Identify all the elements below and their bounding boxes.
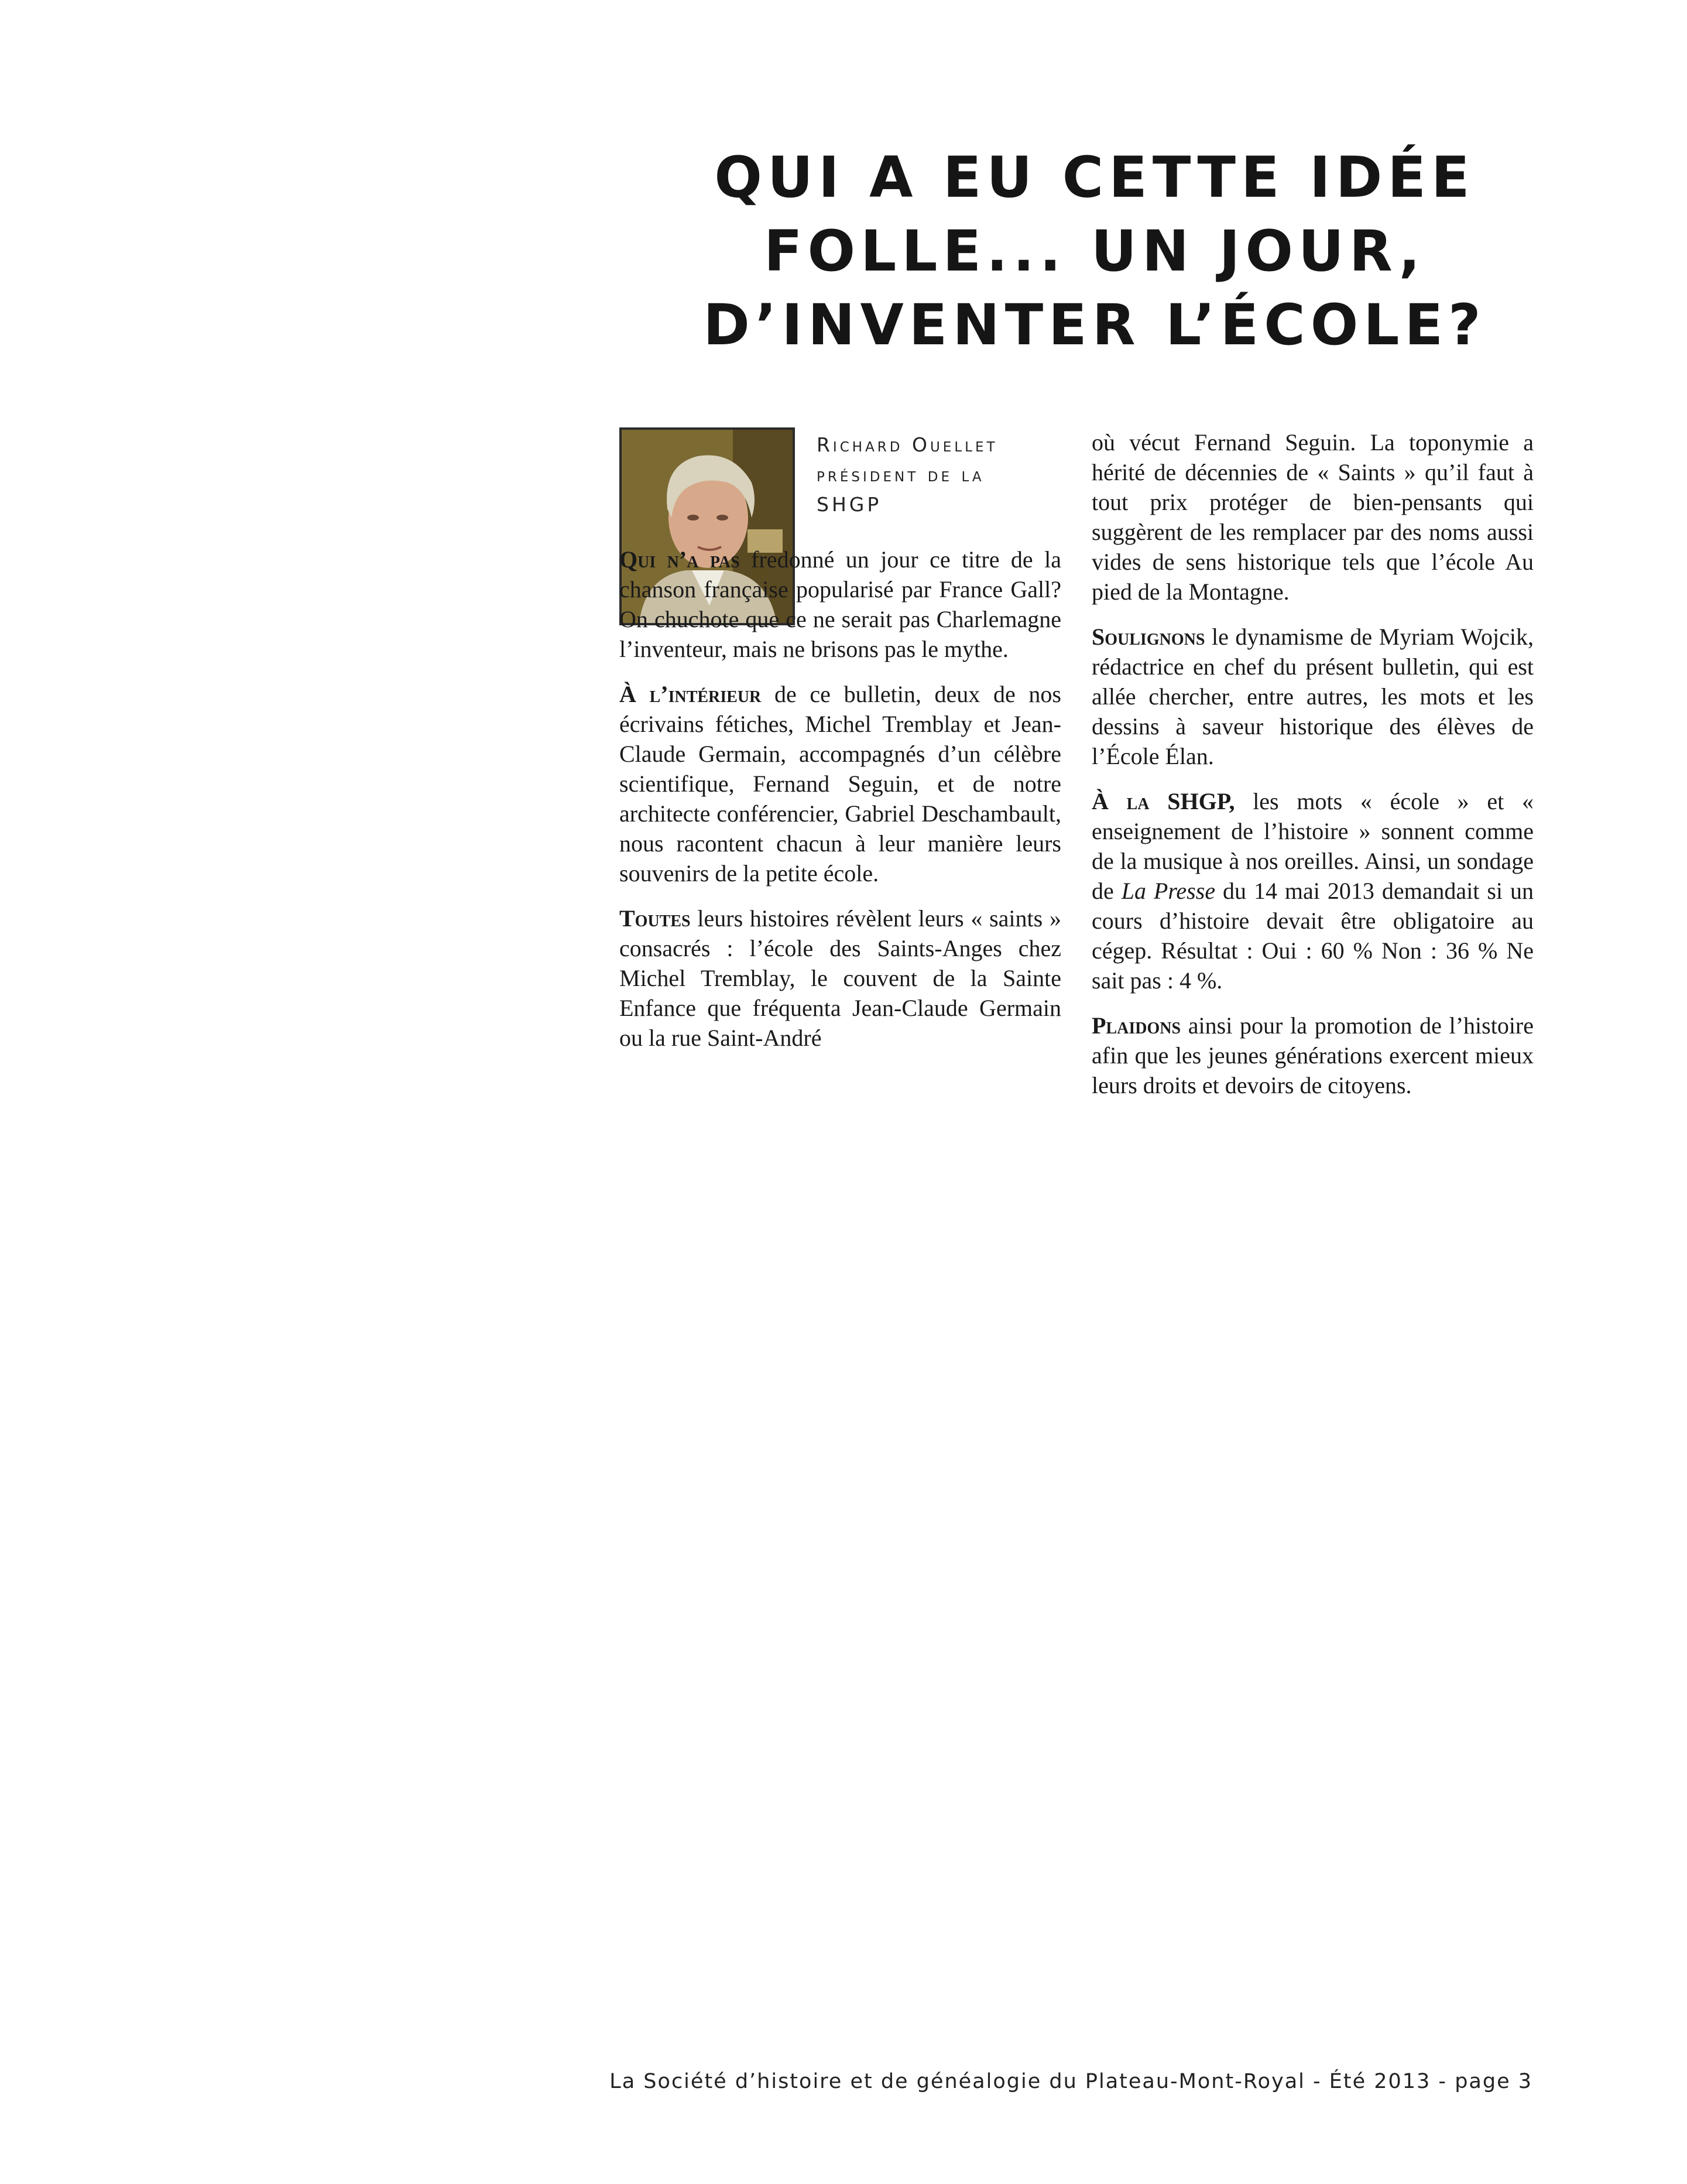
page-footer: La Société d’histoire et de généalogie du Plateau-Mont-Royal - Été 2013 - page 3: [609, 2070, 1532, 2093]
paragraph-intro: [619, 545, 1061, 664]
title-line-2: FOLLE... UN JOUR,: [763, 218, 1426, 284]
paragraph-lead: Soulignons: [1092, 624, 1205, 650]
author-role-line-2: SHGP: [817, 493, 882, 516]
paragraph-continuation: [1092, 427, 1534, 607]
newspaper-name: La Presse: [1121, 878, 1216, 904]
title-line-1: QUI A EU CETTE IDÉE: [714, 145, 1475, 210]
paragraph-text: ainsi pour la promotion de l’histoire afin que les jeunes générations exercent mieux leurs droits et devoirs de citoyens.: [1092, 1012, 1534, 1098]
paragraph-text: leurs histoires révèlent leurs « saints » consacrés : l’école des Saints-Anges chez Michel Tremblay, le couvent de la Sainte Enfance que fréquenta Jean-Claude Germain ou la rue Saint-André: [619, 905, 1061, 1051]
author-byline: [817, 430, 1062, 519]
paragraph-lead: Toutes: [619, 905, 691, 932]
paragraph-lead: Plaidons: [1092, 1012, 1181, 1039]
paragraph-lead: Qui n’a pas: [619, 546, 740, 573]
paragraph-lead: À l’intérieur: [619, 681, 762, 707]
article-column-left: [619, 545, 1061, 1068]
paragraph-text: les mots « école » et « enseignement de l’histoire » sonnent comme de la musique à nos oreilles. Ainsi, un sondage de: [1092, 788, 1534, 904]
article-column-right: [1092, 427, 1534, 1115]
paragraph-text: de ce bulletin, deux de nos écrivains fétiches, Michel Tremblay et Jean-Claude Germain, accompagnés d’un célèbre scientifique, Fernand Seguin, et de notre architecte conférencier, Gabriel Deschambault, nous racontent chacun à leur manière leurs souvenirs de la petite école.: [619, 681, 1061, 886]
author-name: Richard Ouellet: [817, 433, 998, 456]
paragraph-plaidons: [1092, 1011, 1534, 1100]
paragraph-text: du 14 mai 2013 demandait si un cours d’histoire devait être obligatoire au cégep. Résultat : Oui : 60 % Non : 36 % Ne sait pas : 4 %.: [1092, 878, 1534, 994]
paragraph-text: fredonné un jour ce titre de la chanson française popularisé par France Gall? On chuchote que ce ne serait pas Charlemagne l’inventeur, mais ne brisons pas le mythe.: [619, 546, 1062, 662]
paragraph-toutes: [619, 903, 1061, 1053]
title-line-3: D’INVENTER L’ÉCOLE?: [703, 292, 1486, 358]
paragraph-text: le dynamisme de Myriam Wojcik, rédactrice en chef du présent bulletin, qui est allée chercher, entre autres, les mots et les dessins à saveur historique des élèves de l’École Élan.: [1092, 624, 1534, 769]
author-role-line-1: président de la: [817, 463, 985, 486]
paragraph-text: où vécut Fernand Seguin. La toponymie a hérité de décennies de « Saints » qu’il faut à tout prix protéger de bien-pensants qui suggèrent de les remplacer par des noms aussi vides de sens historique tels que l’école Au pied de la Montagne.: [1092, 429, 1534, 605]
paragraph-interieur: [619, 679, 1061, 888]
paragraph-shgp: [1092, 786, 1534, 995]
paragraph-soulignons: [1092, 622, 1534, 771]
paragraph-lead: À la SHGP,: [1092, 788, 1235, 814]
article-title: [620, 141, 1569, 362]
